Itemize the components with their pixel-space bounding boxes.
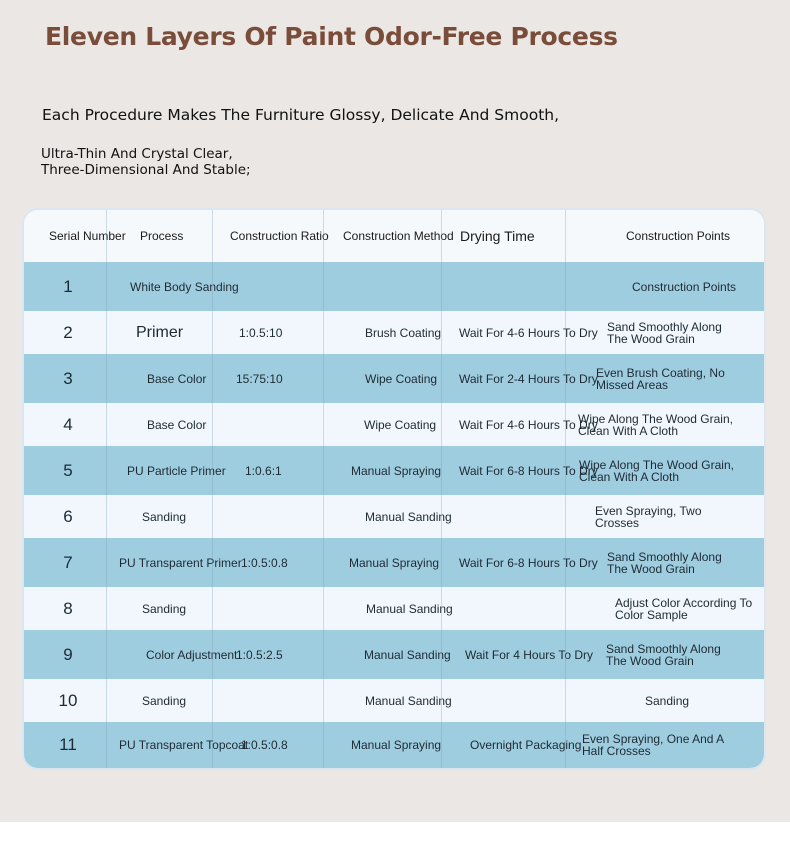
cell-points: Sand Smoothly Along The Wood Grain bbox=[607, 319, 722, 346]
cell-points: Sand Smoothly Along The Wood Grain bbox=[606, 641, 721, 668]
cell-points: Sand Smoothly Along The Wood Grain bbox=[607, 549, 722, 576]
cell-points: Wipe Along The Wood Grain, Clean With A Cloth bbox=[578, 411, 733, 438]
cell-ratio: 1:0.6:1 bbox=[245, 463, 282, 478]
cell-serial: 11 bbox=[59, 735, 77, 754]
cell-process: White Body Sanding bbox=[130, 279, 239, 294]
cell-process: PU Transparent Primer bbox=[119, 555, 242, 570]
page-title: Eleven Layers Of Paint Odor-Free Process bbox=[45, 22, 618, 51]
tagline-line-2: Three-Dimensional And Stable; bbox=[41, 162, 251, 178]
cell-serial: 5 bbox=[63, 460, 73, 480]
cell-method: Wipe Coating bbox=[364, 417, 437, 432]
cell-drying: Overnight Packaging bbox=[470, 738, 582, 752]
cell-ratio: 1:0.5:2.5 bbox=[236, 647, 283, 662]
cell-serial: 7 bbox=[63, 552, 73, 572]
cell-method: Manual Sanding bbox=[364, 647, 451, 662]
cell-points: Even Spraying, Two Crosses bbox=[595, 503, 702, 530]
cell-serial: 8 bbox=[63, 598, 73, 618]
header-method: Construction Method bbox=[343, 229, 454, 243]
cell-ratio: 15:75:10 bbox=[236, 371, 283, 386]
cell-points: Sanding bbox=[645, 693, 690, 708]
process-table bbox=[24, 210, 764, 768]
cell-process: Base Color bbox=[147, 417, 207, 432]
cell-drying: Wait For 6-8 Hours To Dry bbox=[459, 555, 598, 570]
cell-drying: Wait For 2-4 Hours To Dry bbox=[459, 371, 598, 386]
cell-serial: 2 bbox=[63, 322, 73, 342]
cell-method: Manual Spraying bbox=[351, 463, 442, 478]
column-divider bbox=[212, 210, 213, 768]
cell-points: Adjust Color According To Color Sample bbox=[615, 595, 753, 622]
page-subtitle: Each Procedure Makes The Furniture Glossy, Delicate And Smooth, bbox=[42, 106, 560, 124]
cell-serial: 10 bbox=[58, 690, 78, 710]
header-points: Construction Points bbox=[626, 229, 731, 243]
cell-method: Manual Sanding bbox=[365, 509, 452, 524]
column-divider bbox=[106, 210, 107, 768]
cell-process: PU Particle Primer bbox=[127, 463, 226, 478]
cell-serial: 3 bbox=[63, 368, 73, 388]
cell-process: Sanding bbox=[142, 693, 187, 708]
cell-ratio: 1:0.5:10 bbox=[239, 325, 283, 340]
cell-method: Brush Coating bbox=[365, 325, 442, 340]
tagline-line-1: Ultra-Thin And Crystal Clear, bbox=[41, 146, 233, 162]
cell-ratio: 1:0.5:0.8 bbox=[241, 555, 288, 570]
cell-points: Even Spraying, One And A Half Crosses bbox=[582, 732, 724, 758]
cell-method: Manual Sanding bbox=[365, 693, 452, 708]
cell-serial: 9 bbox=[63, 644, 73, 664]
cell-points: Construction Points bbox=[632, 279, 737, 294]
column-divider bbox=[323, 210, 324, 768]
tagline bbox=[41, 146, 341, 178]
header-drying: Drying Time bbox=[460, 228, 535, 244]
cell-serial: 4 bbox=[63, 414, 73, 434]
cell-process: Color Adjustment bbox=[146, 647, 238, 662]
cell-method: Wipe Coating bbox=[365, 371, 438, 386]
cell-ratio: 1:0.5:0.8 bbox=[241, 738, 288, 752]
cell-process: Primer bbox=[136, 323, 184, 341]
cell-process: Base Color bbox=[147, 371, 207, 386]
cell-process: Sanding bbox=[142, 509, 187, 524]
cell-drying: Wait For 6-8 Hours To Dry bbox=[459, 463, 598, 478]
cell-drying: Wait For 4 Hours To Dry bbox=[465, 647, 594, 662]
cell-method: Manual Spraying bbox=[351, 738, 442, 752]
cell-process: PU Transparent Topcoat bbox=[119, 738, 249, 752]
cell-serial: 6 bbox=[63, 506, 73, 526]
header-serial: Serial Number bbox=[49, 229, 126, 243]
cell-drying: Wait For 4-6 Hours To Dry bbox=[459, 417, 598, 432]
cell-process: Sanding bbox=[142, 601, 187, 616]
header-process: Process bbox=[140, 229, 184, 243]
cell-method: Manual Spraying bbox=[349, 555, 440, 570]
cell-points: Even Brush Coating, No Missed Areas bbox=[596, 365, 725, 392]
header-ratio: Construction Ratio bbox=[230, 229, 329, 243]
cell-serial: 1 bbox=[63, 276, 73, 296]
cell-drying: Wait For 4-6 Hours To Dry bbox=[459, 325, 598, 340]
column-divider bbox=[441, 210, 442, 768]
column-divider bbox=[565, 210, 566, 768]
cell-points: Wipe Along The Wood Grain, Clean With A Cloth bbox=[579, 457, 734, 484]
cell-method: Manual Sanding bbox=[366, 601, 453, 616]
